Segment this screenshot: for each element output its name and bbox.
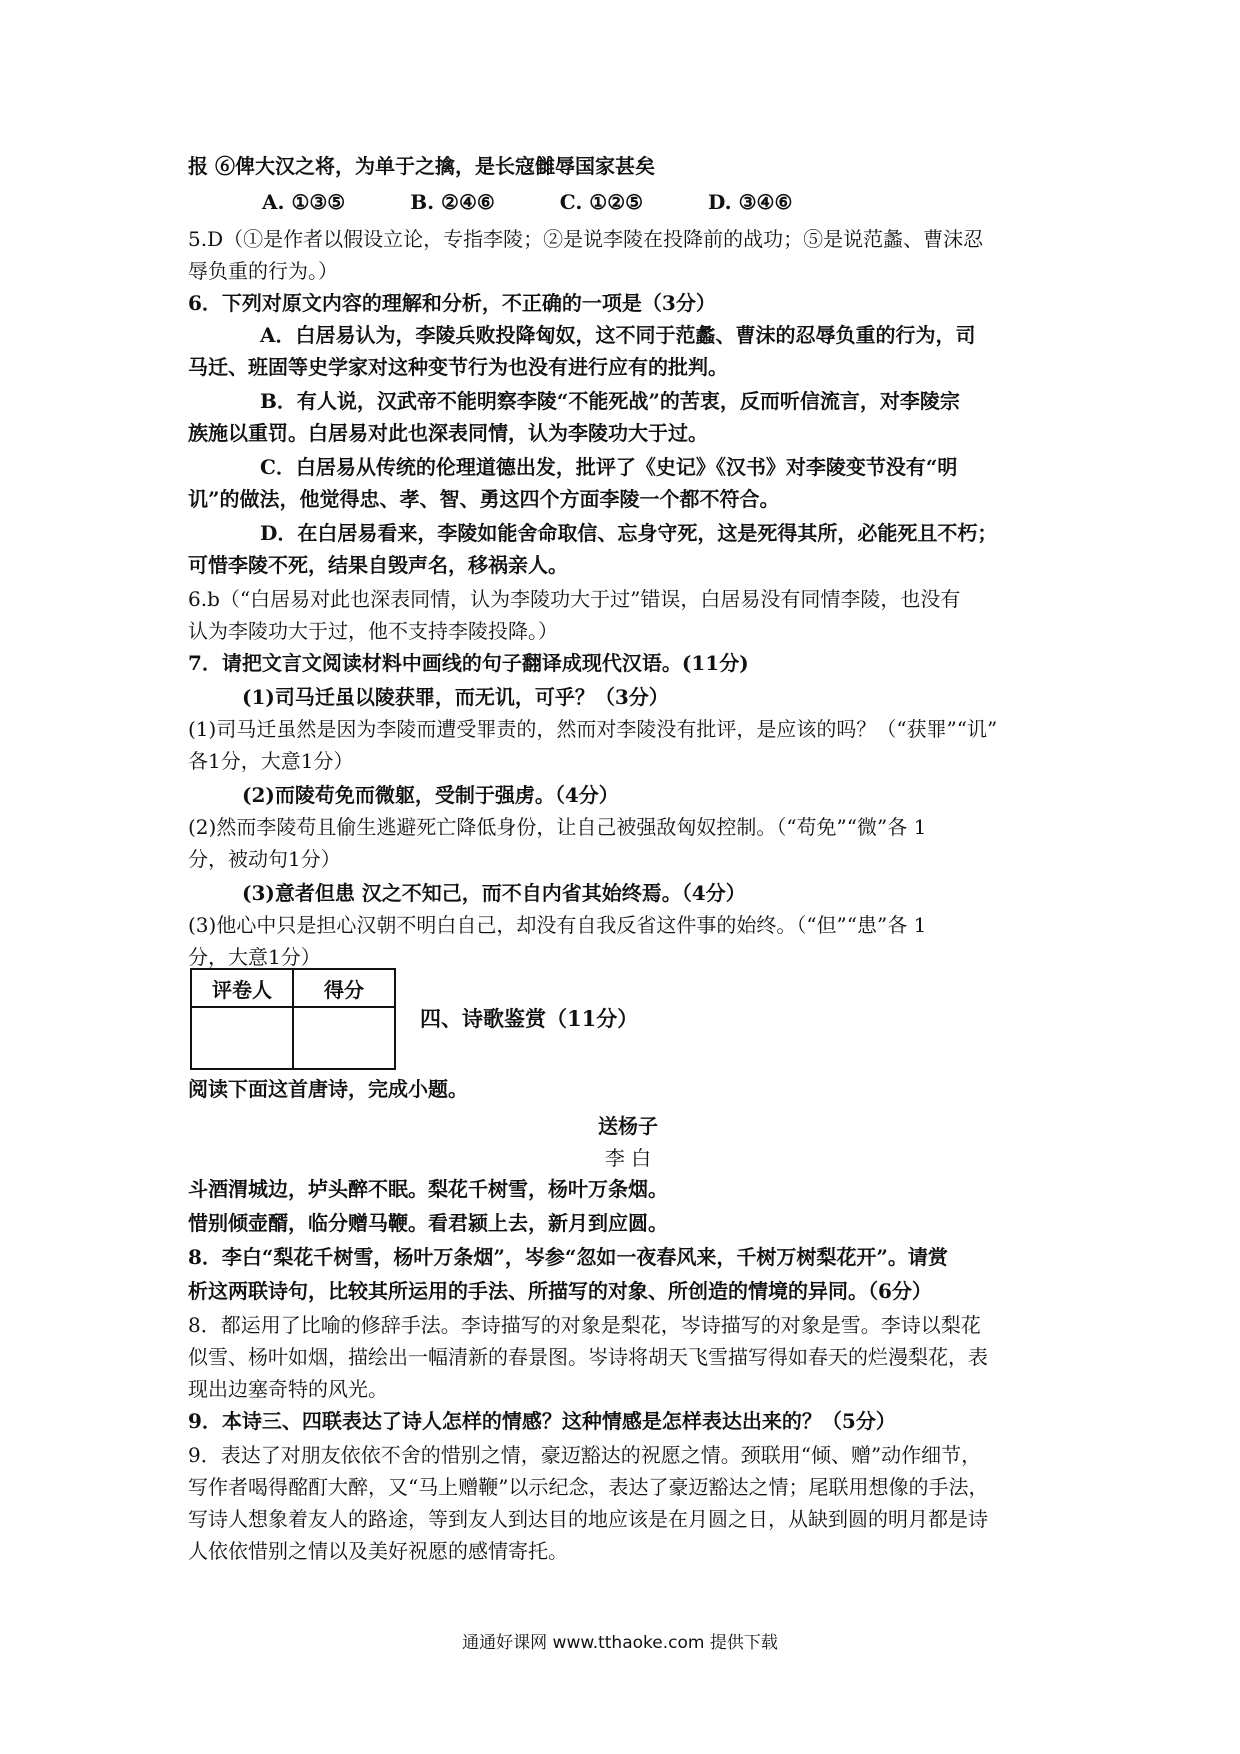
option-c: C. ①②⑤	[559, 190, 644, 214]
q7-answer-3-line-1: (3)他心中只是担心汉朝不明白自己，却没有自我反省这件事的始终。（“但”“患”各 1	[188, 913, 927, 937]
answer-9-line-1: 9．表达了对朋友依依不舍的惜别之情，豪迈豁达的祝愿之情。颈联用“倾、赠”动作细节，	[188, 1443, 982, 1467]
q7-answer-3-line-2: 分，大意1分）	[188, 945, 321, 969]
question-9-stem: 9．本诗三、四联表达了诗人怎样的情感？这种情感是怎样表达出来的？（5分）	[188, 1409, 896, 1433]
score-table	[190, 968, 396, 1070]
q6-option-b-line-1: B．有人说，汉武帝不能明察李陵“不能死战”的苦衷，反而听信流言，对李陵宗	[260, 389, 960, 413]
answer-8-line-1: 8．都运用了比喻的修辞手法。李诗描写的对象是梨花，岑诗描写的对象是雪。李诗以梨花	[188, 1313, 981, 1337]
poem-line-1: 斗酒渭城边，垆头醉不眠。梨花千树雪，杨叶万条烟。	[188, 1177, 668, 1201]
poem-intro: 阅读下面这首唐诗，完成小题。	[188, 1077, 468, 1101]
q6-option-c-line-1: C．白居易从传统的伦理道德出发，批评了《史记》《汉书》对李陵变节没有“明	[260, 455, 958, 479]
answer-6-line-2: 认为李陵功大于过，他不支持李陵投降。）	[188, 619, 558, 643]
answer-6-line-1: 6.b（“白居易对此也深表同情，认为李陵功大于过”错误，白居易没有同情李陵，也没有	[188, 587, 961, 611]
poem-line-2: 惜别倾壶醑，临分赠马鞭。看君颍上去，新月到应圆。	[188, 1211, 668, 1235]
q6-option-a-line-1: A．白居易认为，李陵兵败投降匈奴，这不同于范蠡、曹沫的忍辱负重的行为，司	[260, 323, 976, 347]
q7-sentence-2: (2)而陵苟免而微躯，受制于强虏。（4分）	[242, 783, 619, 807]
poem-author: 李 白	[604, 1146, 652, 1170]
answer-9-line-3: 写诗人想象着友人的路途，等到友人到达目的地应该是在月圆之日，从缺到圆的明月都是诗	[188, 1507, 988, 1531]
footer-download-notice: 通通好课网 www.tthaoke.com 提供下载	[462, 1633, 778, 1653]
answer-8-line-3: 现出边塞奇特的风光。	[188, 1377, 388, 1401]
score-header: 得分	[293, 969, 395, 1007]
q7-sentence-1: (1)司马迁虽以陵获罪，而无讥，可乎？（3分）	[242, 685, 669, 709]
q7-answer-1-line-2: 各1分，大意1分）	[188, 749, 354, 773]
grader-header: 评卷人	[191, 969, 293, 1007]
q4-options	[262, 190, 850, 214]
q7-answer-2-line-1: (2)然而李陵苟且偷生逃避死亡降低身份，让自己被强敌匈奴控制。（“苟免”“微”各 1	[188, 815, 927, 839]
question-8-stem-line-2: 析这两联诗句，比较其所运用的手法、所描写的对象、所创造的情境的异同。（6分）	[188, 1279, 932, 1303]
score-cell[interactable]	[293, 1007, 395, 1069]
option-d: D. ③④⑥	[708, 190, 793, 214]
option-a: A. ①③⑤	[262, 190, 346, 214]
answer-8-line-2: 似雪、杨叶如烟，描绘出一幅清新的春景图。岑诗将胡天飞雪描写得如春天的烂漫梨花，表	[188, 1345, 988, 1369]
q6-option-a-line-2: 马迁、班固等史学家对这种变节行为也没有进行应有的批判。	[188, 355, 728, 379]
q6-option-b-line-2: 族施以重罚。白居易对此也深表同情，认为李陵功大于过。	[188, 421, 708, 445]
question-7-stem: 7．请把文言文阅读材料中画线的句子翻译成现代汉语。(11分)	[188, 651, 749, 675]
q6-option-d-line-2: 可惜李陵不死，结果自毁声名，移祸亲人。	[188, 553, 568, 577]
poem-title: 送杨子	[598, 1114, 658, 1138]
q7-answer-1-line-1: (1)司马迁虽然是因为李陵而遭受罪责的，然而对李陵没有批评，是应该的吗？（“获罪”“讥”	[188, 717, 998, 741]
answer-5-line-1: 5.D（①是作者以假设立论，专指李陵；②是说李陵在投降前的战功；⑤是说范蠡、曹沫忍	[188, 227, 984, 251]
grader-cell[interactable]	[191, 1007, 293, 1069]
q7-answer-2-line-2: 分，被动句1分）	[188, 847, 341, 871]
q4-continuation: 报 ⑥俾大汉之将，为单于之擒，是长寇雠辱国家甚矣	[188, 154, 655, 178]
q7-sentence-3: (3)意者但患 汉之不知己，而不自内省其始终焉。（4分）	[242, 881, 746, 905]
question-6-stem: 6．下列对原文内容的理解和分析，不正确的一项是（3分）	[188, 291, 716, 315]
answer-5-line-2: 辱负重的行为。）	[188, 259, 338, 283]
answer-9-line-4: 人依依惜别之情以及美好祝愿的感情寄托。	[188, 1539, 568, 1563]
answer-9-line-2: 写作者喝得酩酊大醉，又“马上赠鞭”以示纪念，表达了豪迈豁达之情；尾联用想像的手法，	[188, 1475, 989, 1499]
option-b: B. ②④⑥	[410, 190, 495, 214]
q6-option-d-line-1: D．在白居易看来，李陵如能舍命取信、忘身守死，这是死得其所，必能死且不朽；	[260, 521, 998, 545]
section-4-heading: 四、诗歌鉴赏（11分）	[420, 1006, 639, 1031]
question-8-stem-line-1: 8．李白“梨花千树雪，杨叶万条烟”，岑参“忽如一夜春风来，千树万树梨花开”。请赏	[188, 1245, 948, 1269]
q6-option-c-line-2: 讥”的做法，他觉得忠、孝、智、勇这四个方面李陵一个都不符合。	[188, 487, 780, 511]
